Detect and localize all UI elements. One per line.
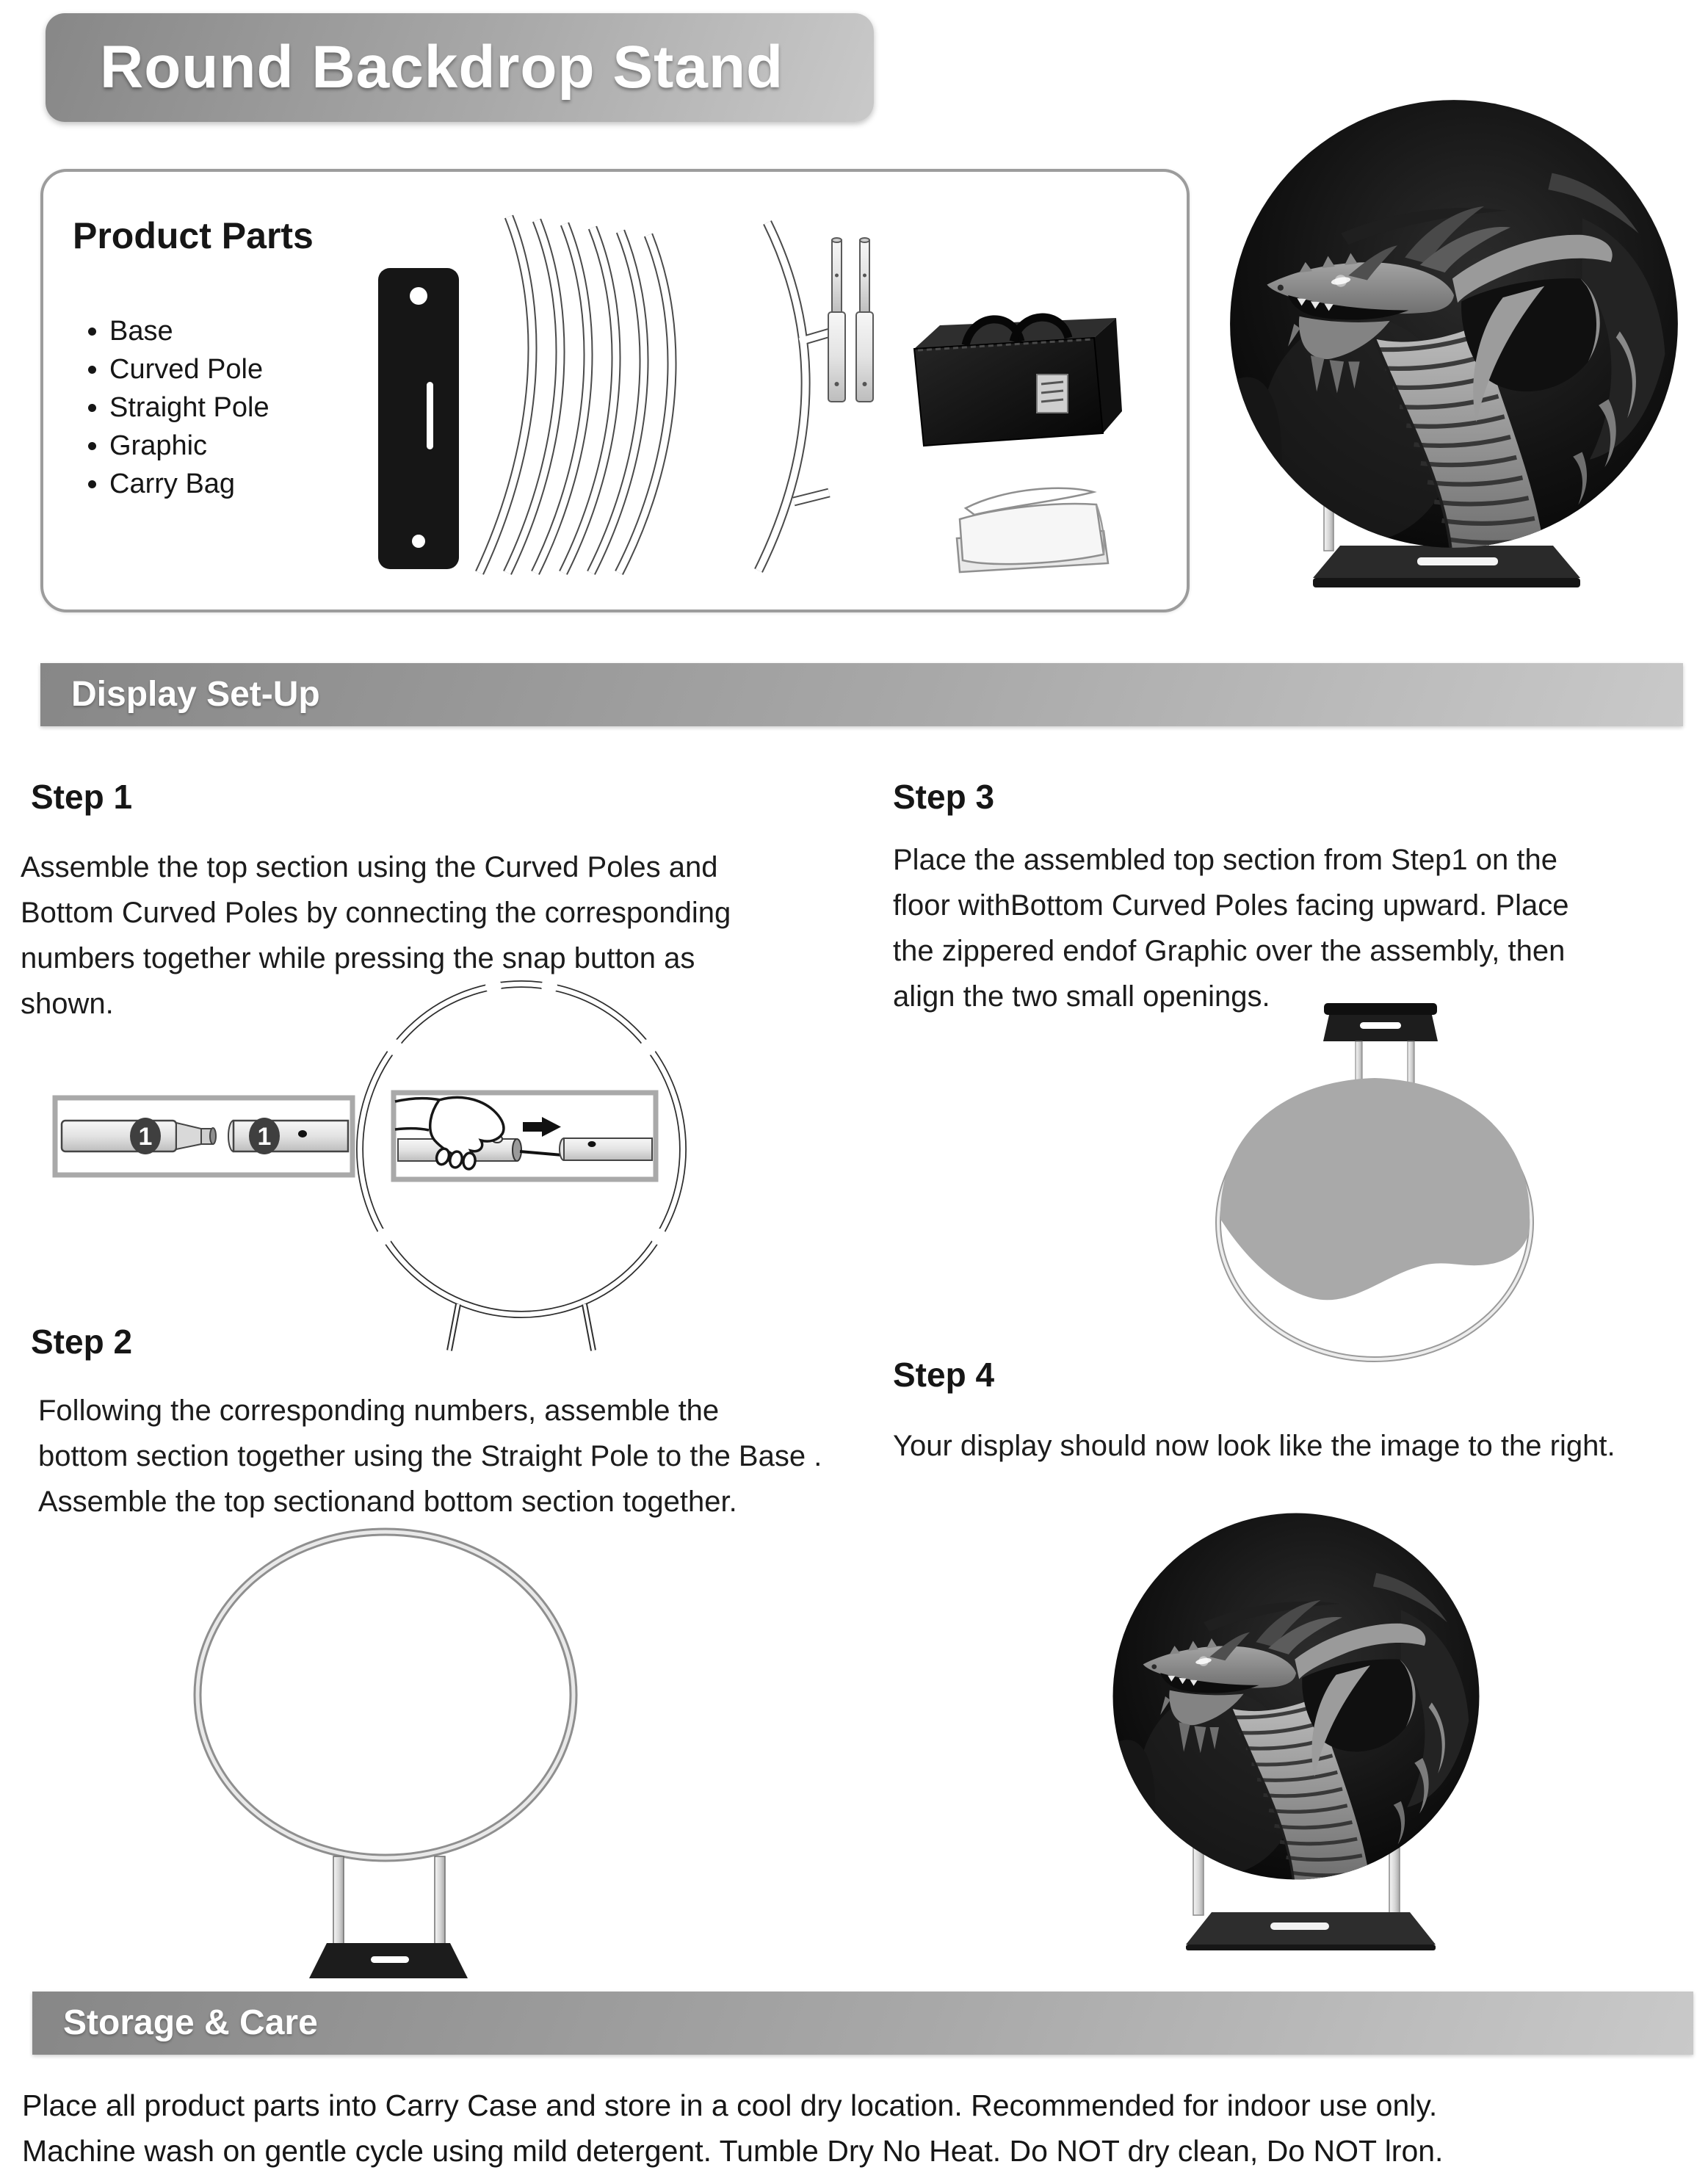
text-line: Place the assembled top section from Step1 on the <box>893 844 1557 876</box>
storage-care-banner: Storage & Care <box>32 1992 1693 2055</box>
text-line: Bottom Curved Poles by connecting the corresponding <box>21 897 731 929</box>
part-item: • Base <box>109 316 269 347</box>
part-item: • Carry Bag <box>109 469 269 500</box>
text-line: Place all product parts into Carry Case and store in a cool dry location. Recommended for indoor use only. <box>22 2088 1438 2122</box>
bottom-curved-pole-illustration <box>759 223 835 571</box>
base-plate-illustration <box>378 268 459 569</box>
text-line: shown. <box>21 988 114 1020</box>
step4-finished-display <box>1101 1511 1571 1952</box>
product-parts-list <box>77 316 269 507</box>
text-line: bottom section together using the Straight Pole to the Base . <box>38 1440 822 1472</box>
carry-bag-illustration <box>914 317 1122 446</box>
graphic-fabric-illustration <box>957 488 1108 572</box>
part-item: • Curved Pole <box>109 354 269 386</box>
step3-label: Step 3 <box>893 778 995 816</box>
dragon-graphic-circle <box>1228 98 1680 550</box>
product-parts-heading: Product Parts <box>73 215 314 256</box>
dragon-backdrop-display <box>1219 92 1704 621</box>
text-line: numbers together while pressing the snap button as <box>21 942 695 974</box>
step1-diagram <box>44 978 720 1360</box>
part-item: • Straight Pole <box>109 392 269 424</box>
step2-diagram <box>180 1527 591 1997</box>
step3-text <box>893 837 1568 1019</box>
text-line: align the two small openings. <box>893 980 1270 1013</box>
snap-button-inset <box>394 1093 656 1179</box>
text-line: Assemble the top sectionand bottom section together. <box>38 1486 737 1518</box>
stand-base <box>1313 546 1580 587</box>
care-instructions-text <box>22 2083 1443 2174</box>
display-setup-banner: Display Set-Up <box>40 663 1683 726</box>
text-line: Machine wash on gentle cycle using mild detergent. Tumble Dry No Heat. Do NOT dry clean, Do NOT lron. <box>22 2134 1444 2168</box>
text-line: the zippered endof Graphic over the assembly, then <box>893 935 1566 967</box>
step1-label: Step 1 <box>31 778 133 816</box>
text-line: floor withBottom Curved Poles facing upward. Place <box>893 889 1569 922</box>
parts-illustration <box>356 195 1208 606</box>
text-line: Your display should now look like the image to the right. <box>893 1430 1615 1462</box>
step2-label: Step 2 <box>31 1323 133 1361</box>
part-item: • Graphic <box>109 430 269 462</box>
curved-poles-illustration <box>480 217 672 573</box>
pole-number-badge: 1 <box>257 1123 272 1151</box>
stand-base <box>1186 1912 1436 1950</box>
text-line: Following the corresponding numbers, assemble the <box>38 1395 720 1427</box>
step4-label: Step 4 <box>893 1356 995 1394</box>
dragon-graphic-circle <box>1111 1511 1481 1881</box>
text-line: Assemble the top section using the Curved Poles and <box>21 851 718 883</box>
pole-connection-inset <box>55 1098 352 1175</box>
assembled-frame-illustration <box>198 1532 573 1978</box>
step2-text <box>38 1388 822 1524</box>
pole-number-badge: 1 <box>138 1123 153 1151</box>
graphic-fabric-cover <box>1220 1078 1530 1300</box>
straight-poles-illustration <box>828 238 873 402</box>
step4-text <box>893 1423 1615 1469</box>
page-title: Round Backdrop Stand <box>46 13 874 122</box>
step3-diagram <box>1204 999 1557 1366</box>
graphic-over-frame-illustration <box>1218 1003 1531 1359</box>
